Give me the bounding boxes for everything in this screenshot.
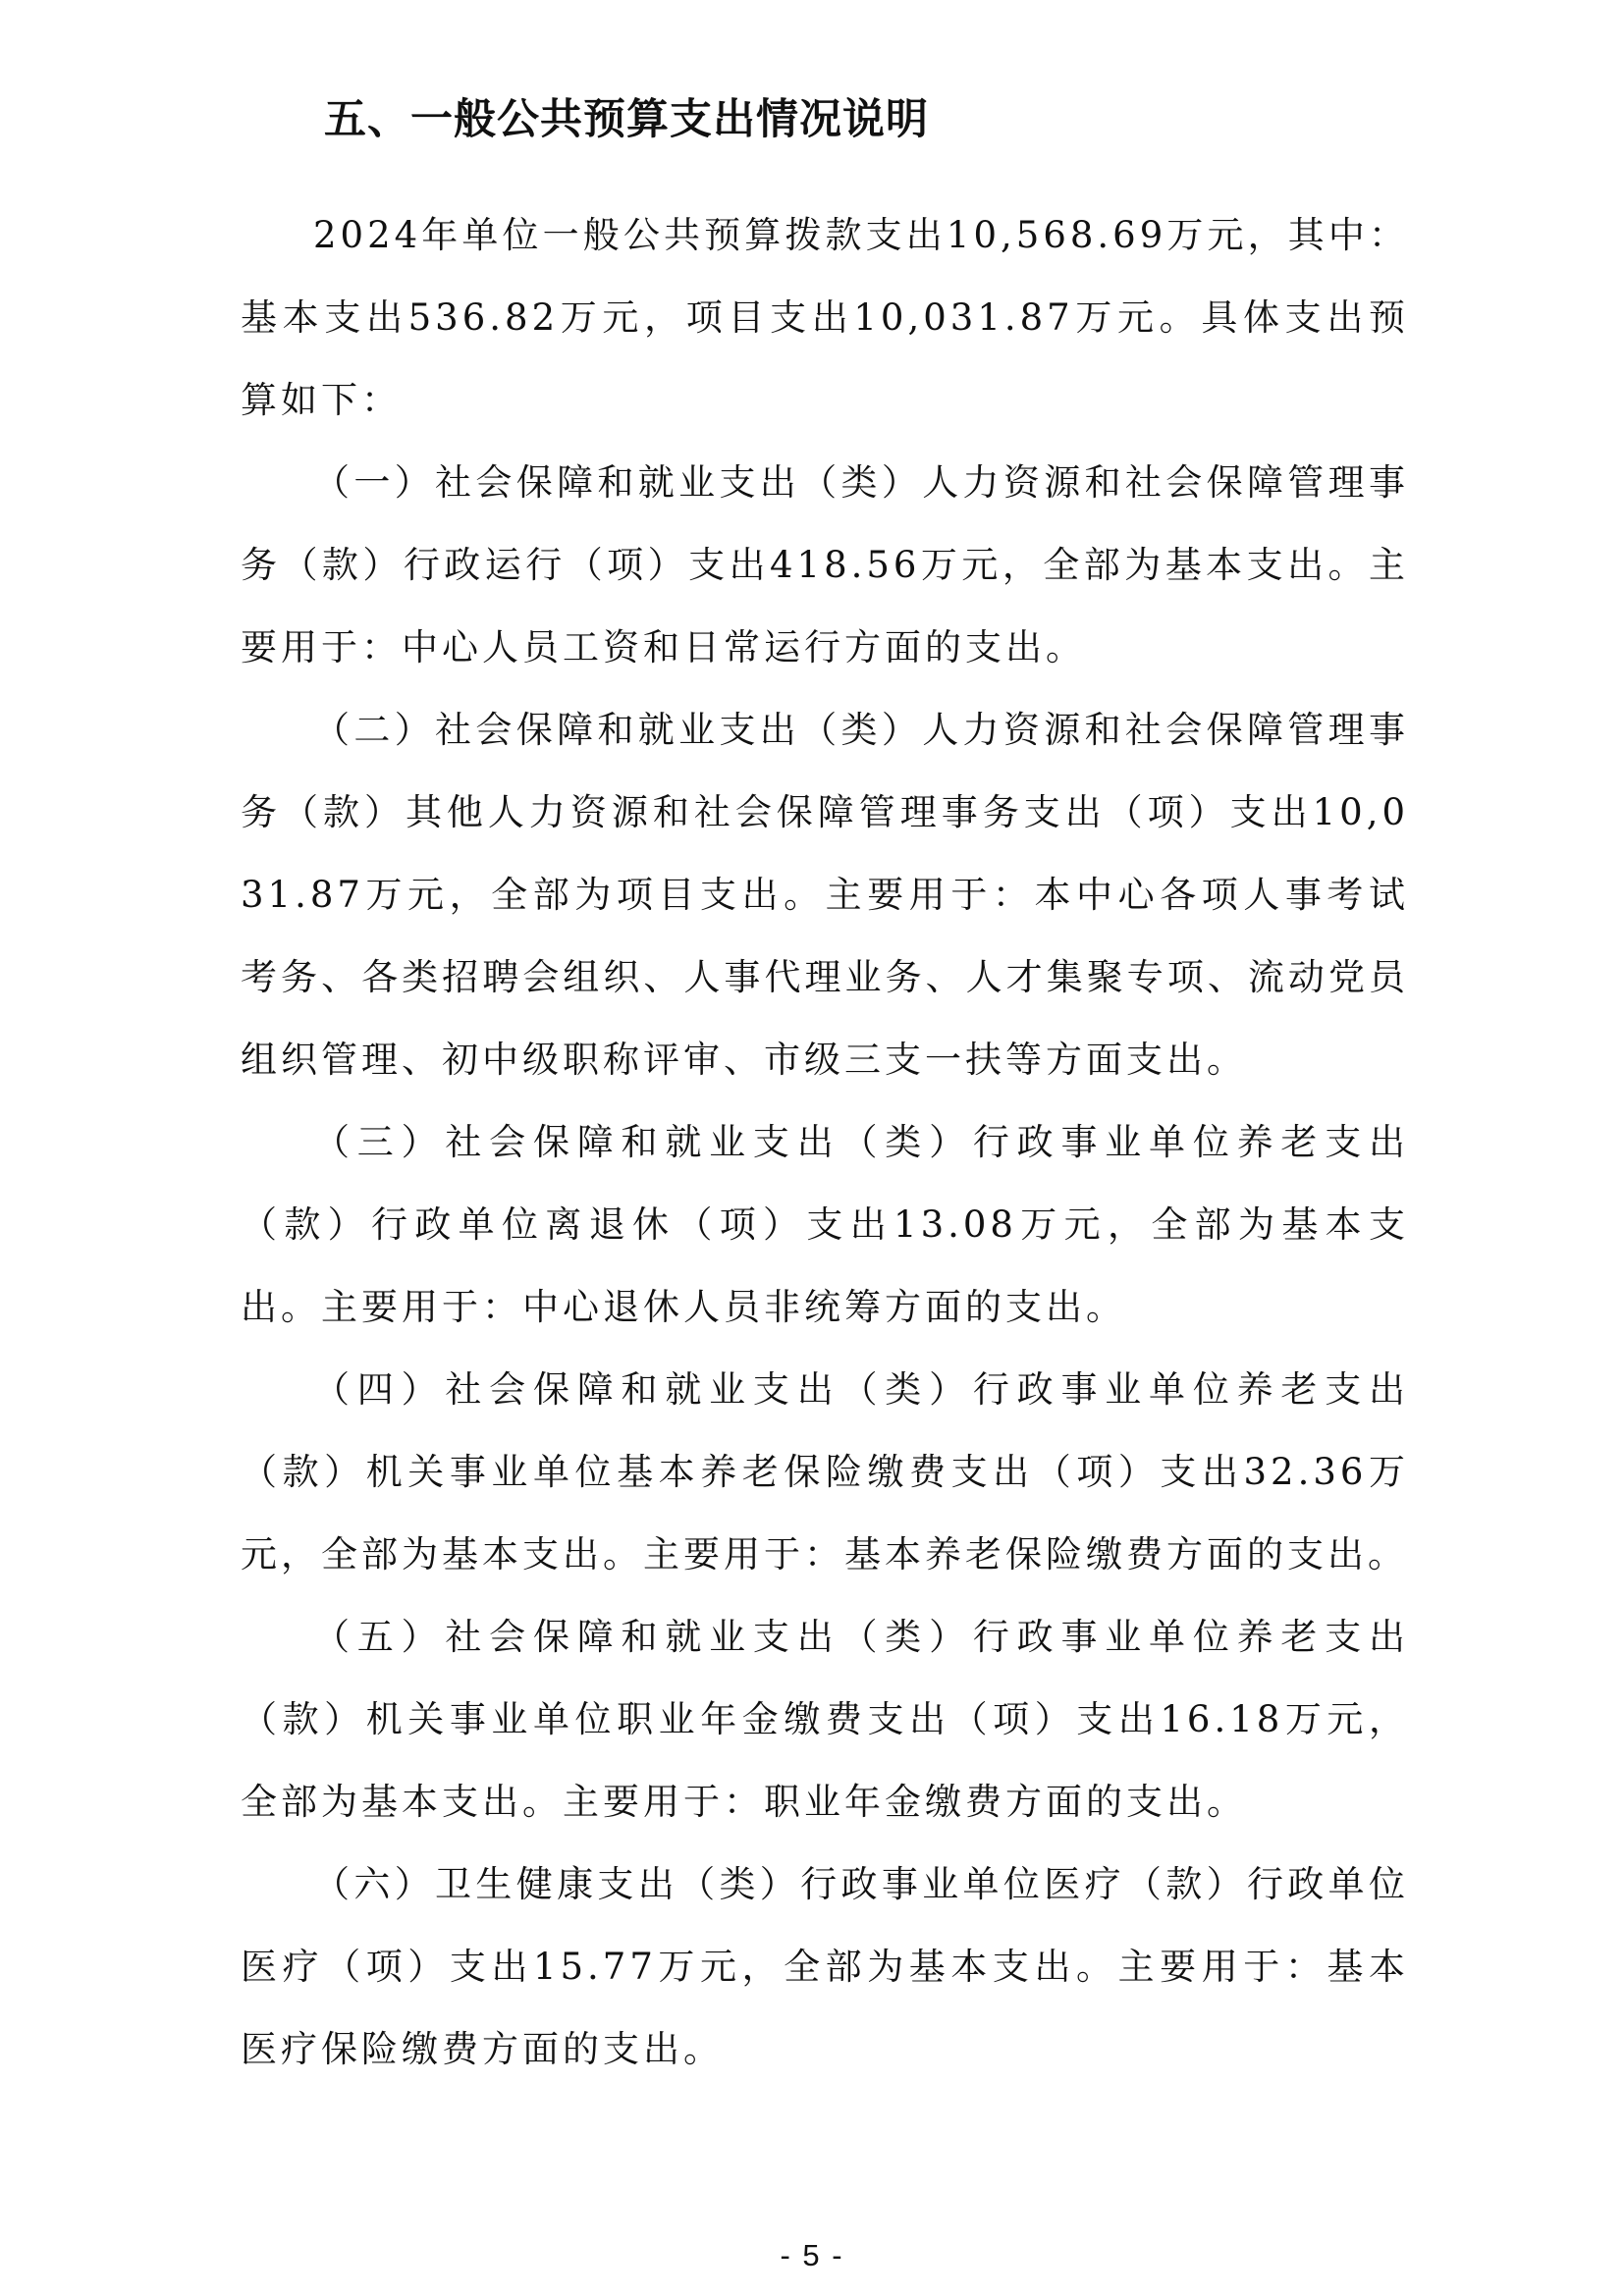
paragraph-summary: 2024年单位一般公共预算拨款支出10,568.69万元，其中：基本支出536.82万元，项目支出10,031.87万元。具体支出预算如下：: [241, 214, 1409, 421]
paragraph-item-5: （五）社会保障和就业支出（类）行政事业单位养老支出（款）机关事业单位职业年金缴费支出（项）支出16.18万元，全部为基本支出。主要用于：职业年金缴费方面的支出。: [241, 1616, 1409, 1823]
paragraph-item-4: （四）社会保障和就业支出（类）行政事业单位养老支出（款）机关事业单位基本养老保险缴费支出（项）支出32.36万元，全部为基本支出。主要用于：基本养老保险缴费方面的支出。: [241, 1368, 1409, 1575]
paragraph-item-6: （六）卫生健康支出（类）行政事业单位医疗（款）行政单位医疗（项）支出15.77万元，全部为基本支出。主要用于：基本医疗保险缴费方面的支出。: [241, 1863, 1409, 2070]
body-text: [241, 194, 1409, 2091]
section-heading: 五、一般公共预算支出情况说明: [324, 95, 929, 144]
paragraph-item-2: （二）社会保障和就业支出（类）人力资源和社会保障管理事务（款）其他人力资源和社会保障管理事务支出（项）支出10,031.87万元，全部为项目支出。主要用于：本中心各项人事考试考务、各类招聘会组织、人事代理业务、人才集聚专项、流动党员组织管理、初中级职称评审、市级三支一扶等方面支出。: [241, 709, 1409, 1081]
page-number: - 5 -: [780, 2238, 844, 2272]
paragraph-item-3: （三）社会保障和就业支出（类）行政事业单位养老支出（款）行政单位离退休（项）支出13.08万元，全部为基本支出。主要用于：中心退休人员非统筹方面的支出。: [241, 1121, 1409, 1328]
paragraph-item-1: （一）社会保障和就业支出（类）人力资源和社会保障管理事务（款）行政运行（项）支出418.56万元，全部为基本支出。主要用于：中心人员工资和日常运行方面的支出。: [241, 461, 1409, 668]
